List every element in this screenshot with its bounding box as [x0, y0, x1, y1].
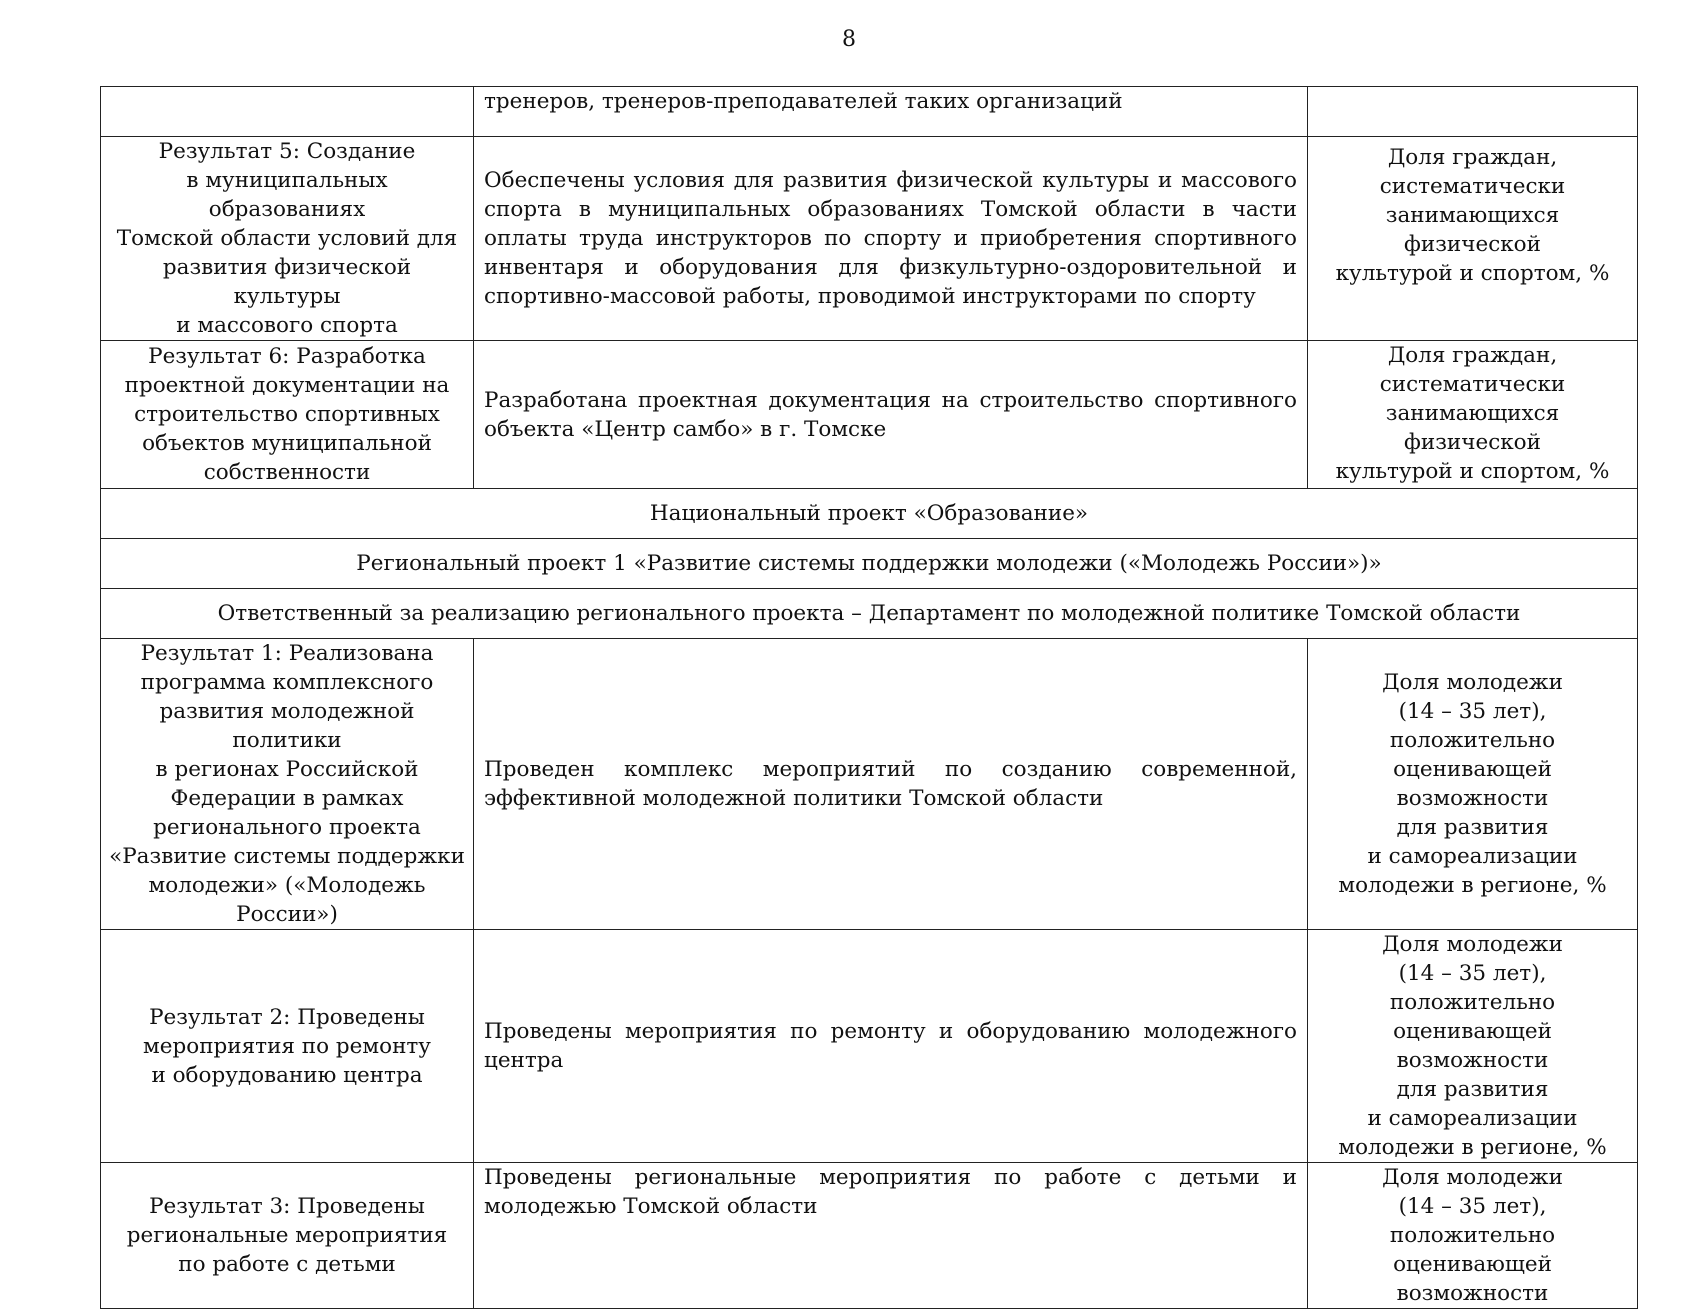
result-cell	[101, 341, 474, 489]
result-cell	[101, 930, 474, 1163]
description-text: Обеспечены условия для развития физической культуры и массового спорта в муниципальных образованиях Томской области в части оплаты труда инструкторов по спорту и приобретения спортивного инвентаря и оборудования для физкультурно-оздоровительной и спортивно-массовой работы, проводимой инструкторами по спорту	[484, 168, 1297, 309]
indicator-cell	[1308, 639, 1638, 930]
regional-project-cell	[101, 539, 1638, 589]
indicator-cell	[1308, 341, 1638, 489]
description-text: тренеров, тренеров-преподавателей таких организаций	[484, 89, 1123, 114]
page-number: 8	[842, 27, 856, 52]
national-project-cell	[101, 489, 1638, 539]
result-text: Результат 5: Создание в муниципальных образованиях Томской области условий для развития физической культуры и массового спорта	[116, 139, 458, 338]
table-row	[101, 930, 1638, 1163]
indicator-cell	[1308, 1163, 1638, 1309]
section-row	[101, 589, 1638, 639]
table-row	[101, 341, 1638, 489]
result-text: Результат 1: Реализована программа комплексного развития молодежной политики в регионах Российской Федерации в рамках регионального проекта «Развитие системы поддержки молодежи» («Молодежь России»)	[109, 641, 465, 927]
national-project-title: Национальный проект «Образование»	[649, 501, 1089, 526]
result-text: Результат 3: Проведены региональные мероприятия по работе с детьми	[126, 1194, 448, 1277]
result-cell	[101, 87, 474, 137]
description-text: Разработана проектная документация на строительство спортивного объекта «Центр самбо» в г. Томске	[484, 387, 1297, 442]
indicator-cell	[1308, 87, 1638, 137]
table-row	[101, 87, 1638, 137]
result-cell	[101, 137, 474, 341]
description-cell	[474, 1163, 1308, 1309]
indicator-text: Доля молодежи (14 – 35 лет), положительно оценивающей возможности	[1382, 1165, 1563, 1306]
description-text: Проведены региональные мероприятия по работе с детьми и молодежью Томской области	[484, 1165, 1297, 1219]
results-table	[100, 86, 1638, 1309]
description-cell	[474, 639, 1308, 930]
indicator-text: Доля молодежи (14 – 35 лет), положительно оценивающей возможности для развития и самореализации молодежи в регионе, %	[1338, 670, 1607, 898]
section-row	[101, 539, 1638, 589]
description-cell	[474, 341, 1308, 489]
section-row	[101, 489, 1638, 539]
table-row	[101, 639, 1638, 930]
description-cell	[474, 137, 1308, 341]
description-text: Проведены мероприятия по ремонту и оборудованию молодежного центра	[484, 1019, 1297, 1073]
description-text: Проведен комплекс мероприятий по созданию современной, эффективной молодежной политики Томской области	[484, 757, 1297, 811]
indicator-text: Доля граждан, систематически занимающихся физической культурой и спортом, %	[1335, 343, 1610, 484]
description-cell	[474, 930, 1308, 1163]
result-text: Результат 2: Проведены мероприятия по ремонту и оборудованию центра	[143, 1004, 431, 1088]
indicator-cell	[1308, 137, 1638, 341]
table-row	[101, 1163, 1638, 1309]
result-cell	[101, 639, 474, 930]
table-row	[101, 137, 1638, 341]
indicator-text: Доля молодежи (14 – 35 лет), положительно оценивающей возможности для развития и самореализации молодежи в регионе, %	[1338, 932, 1607, 1160]
indicator-text: Доля граждан, систематически занимающихся физической культурой и спортом, %	[1335, 145, 1610, 286]
regional-project-title: Региональный проект 1 «Развитие системы поддержки молодежи («Молодежь России»)»	[356, 551, 1382, 576]
responsible-text: Ответственный за реализацию регионального проекта – Департамент по молодежной политике Томской области	[217, 601, 1521, 626]
result-cell	[101, 1163, 474, 1309]
description-cell	[474, 87, 1308, 137]
result-text: Результат 6: Разработка проектной документации на строительство спортивных объектов муниципальной собственности	[124, 344, 450, 485]
responsible-cell	[101, 589, 1638, 639]
indicator-cell	[1308, 930, 1638, 1163]
